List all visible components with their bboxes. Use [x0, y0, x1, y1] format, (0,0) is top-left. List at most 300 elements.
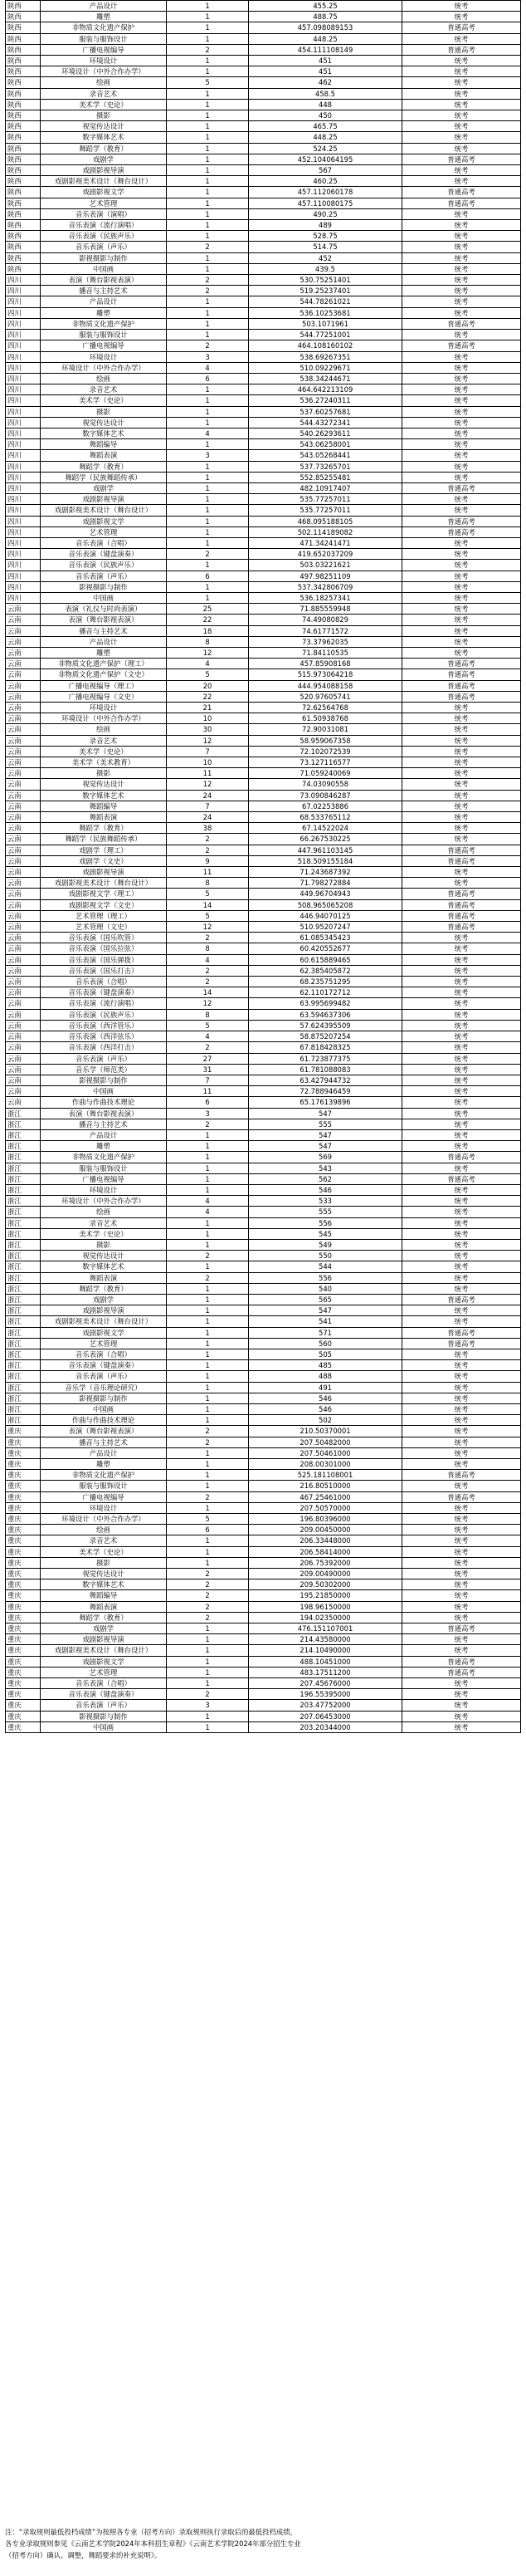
province-cell: 云南	[6, 910, 41, 921]
major-cell: 非物质文化遗产保护	[41, 22, 167, 33]
province-cell: 云南	[6, 625, 41, 636]
table-row	[6, 1447, 521, 1458]
exam-type-cell: 统考	[402, 757, 521, 768]
min-score-cell: 544.78261021	[249, 296, 402, 307]
exam-type-cell: 普通高考	[402, 187, 521, 198]
province-cell: 浙江	[6, 1415, 41, 1426]
province-cell: 浙江	[6, 1305, 41, 1316]
plan-count-cell: 6	[167, 571, 249, 581]
table-row	[6, 1404, 521, 1415]
min-score-cell: 462	[249, 77, 402, 88]
min-score-cell: 60.420552677	[249, 943, 402, 954]
table-row	[6, 1316, 521, 1327]
min-score-cell: 68.235751295	[249, 977, 402, 987]
exam-type-cell: 统考	[402, 998, 521, 1009]
exam-type-cell: 统考	[402, 1721, 521, 1732]
min-score-cell: 196.80396000	[249, 1514, 402, 1525]
major-cell: 音乐表演（合唱）	[41, 537, 167, 548]
plan-count-cell: 1	[167, 1634, 249, 1645]
major-cell: 艺术管理（文史）	[41, 922, 167, 933]
min-score-cell: 533	[249, 1196, 402, 1207]
plan-count-cell: 1	[167, 165, 249, 176]
min-score-cell: 73.127116577	[249, 757, 402, 768]
plan-count-cell: 1	[167, 263, 249, 274]
major-cell: 服装与服饰设计	[41, 1163, 167, 1173]
plan-count-cell: 1	[167, 1228, 249, 1239]
major-cell: 广播电视编导	[41, 44, 167, 55]
min-score-cell: 448.25	[249, 33, 402, 44]
min-score-cell: 497.98251109	[249, 571, 402, 581]
province-cell: 四川	[6, 592, 41, 603]
major-cell: 摄影	[41, 1239, 167, 1250]
province-cell: 重庆	[6, 1470, 41, 1481]
min-score-cell: 535.77257011	[249, 494, 402, 505]
table-row	[6, 1020, 521, 1031]
min-score-cell: 505	[249, 1349, 402, 1359]
min-score-cell: 540.26293611	[249, 428, 402, 438]
exam-type-cell: 统考	[402, 1447, 521, 1458]
province-cell: 浙江	[6, 1272, 41, 1283]
major-cell: 表演（舞台影视表演）	[41, 275, 167, 286]
min-score-cell: 543.06258001	[249, 439, 402, 450]
major-cell: 广播电视编导	[41, 1173, 167, 1184]
min-score-cell: 214.43580000	[249, 1634, 402, 1645]
plan-count-cell: 3	[167, 1700, 249, 1711]
exam-type-cell: 统考	[402, 713, 521, 724]
exam-type-cell: 统考	[402, 472, 521, 482]
plan-count-cell: 14	[167, 987, 249, 998]
min-score-cell: 207.50570000	[249, 1502, 402, 1513]
exam-type-cell: 普通高考	[402, 516, 521, 526]
exam-type-cell: 统考	[402, 176, 521, 187]
province-cell: 陕西	[6, 220, 41, 231]
major-cell: 广播电视编导	[41, 1491, 167, 1502]
plan-count-cell: 1	[167, 330, 249, 340]
plan-count-cell: 1	[167, 143, 249, 154]
province-cell: 云南	[6, 615, 41, 625]
table-row	[6, 680, 521, 691]
table-row	[6, 1119, 521, 1129]
major-cell: 摄影	[41, 768, 167, 779]
province-cell: 陕西	[6, 176, 41, 187]
min-score-cell: 207.50482000	[249, 1437, 402, 1447]
plan-count-cell: 1	[167, 482, 249, 493]
min-score-cell: 465.75	[249, 121, 402, 132]
major-cell: 戏剧影视美术设计（舞台设计）	[41, 1645, 167, 1656]
major-cell: 音乐表演（声乐）	[41, 571, 167, 581]
major-cell: 影视摄影与制作	[41, 581, 167, 592]
province-cell: 浙江	[6, 1382, 41, 1393]
province-cell: 重庆	[6, 1569, 41, 1579]
min-score-cell: 569	[249, 1152, 402, 1163]
table-row	[6, 220, 521, 231]
province-cell: 四川	[6, 307, 41, 318]
plan-count-cell: 1	[167, 1129, 249, 1140]
min-score-cell: 543.05268441	[249, 450, 402, 461]
exam-type-cell: 统考	[402, 384, 521, 395]
major-cell: 影视摄影与制作	[41, 252, 167, 263]
major-cell: 播音与主持艺术	[41, 625, 167, 636]
exam-type-cell: 统考	[402, 242, 521, 252]
exam-type-cell: 统考	[402, 220, 521, 231]
major-cell: 录音艺术	[41, 88, 167, 99]
province-cell: 浙江	[6, 1239, 41, 1250]
exam-type-cell: 统考	[402, 1196, 521, 1207]
min-score-cell: 67.02253886	[249, 801, 402, 811]
table-row	[6, 571, 521, 581]
plan-count-cell: 5	[167, 889, 249, 899]
exam-type-cell: 统考	[402, 1437, 521, 1447]
plan-count-cell: 2	[167, 275, 249, 286]
table-row	[6, 1711, 521, 1721]
plan-count-cell: 4	[167, 1207, 249, 1217]
exam-type-cell: 统考	[402, 296, 521, 307]
province-cell: 陕西	[6, 132, 41, 143]
province-cell: 浙江	[6, 1152, 41, 1163]
plan-count-cell: 1	[167, 154, 249, 164]
table-row	[6, 132, 521, 143]
exam-type-cell: 统考	[402, 428, 521, 438]
major-cell: 音乐表演（西洋管乐）	[41, 1020, 167, 1031]
plan-count-cell: 22	[167, 615, 249, 625]
min-score-cell: 510.09229671	[249, 362, 402, 373]
exam-type-cell: 统考	[402, 88, 521, 99]
table-row	[6, 1535, 521, 1546]
min-score-cell: 547	[249, 1305, 402, 1316]
plan-count-cell: 27	[167, 1053, 249, 1064]
table-row	[6, 746, 521, 757]
major-cell: 艺术管理（理工）	[41, 910, 167, 921]
exam-type-cell: 普通高考	[402, 340, 521, 351]
min-score-cell: 482.10917407	[249, 482, 402, 493]
table-row	[6, 1196, 521, 1207]
table-row	[6, 56, 521, 66]
table-row	[6, 987, 521, 998]
table-row	[6, 1283, 521, 1294]
exam-type-cell: 统考	[402, 1031, 521, 1042]
table-row	[6, 1689, 521, 1700]
province-cell: 重庆	[6, 1623, 41, 1634]
plan-count-cell: 1	[167, 88, 249, 99]
min-score-cell: 476.151107001	[249, 1623, 402, 1634]
exam-type-cell: 统考	[402, 1371, 521, 1382]
plan-count-cell: 5	[167, 669, 249, 680]
major-cell: 音乐表演（合唱）	[41, 1349, 167, 1359]
province-cell: 四川	[6, 417, 41, 428]
plan-count-cell: 2	[167, 1042, 249, 1053]
min-score-cell: 560	[249, 1338, 402, 1349]
plan-count-cell: 2	[167, 1272, 249, 1283]
exam-type-cell: 普通高考	[402, 910, 521, 921]
province-cell: 陕西	[6, 187, 41, 198]
min-score-cell: 73.37962035	[249, 636, 402, 647]
province-cell: 云南	[6, 1020, 41, 1031]
major-cell: 音乐表演（键盘演奏）	[41, 1689, 167, 1700]
province-cell: 云南	[6, 790, 41, 801]
min-score-cell: 71.885559948	[249, 604, 402, 615]
exam-type-cell: 统考	[402, 208, 521, 219]
major-cell: 中国画	[41, 1721, 167, 1732]
table-row	[6, 636, 521, 647]
plan-count-cell: 1	[167, 121, 249, 132]
table-row	[6, 867, 521, 878]
province-cell: 重庆	[6, 1656, 41, 1667]
exam-type-cell: 统考	[402, 494, 521, 505]
min-score-cell: 206.33448000	[249, 1535, 402, 1546]
province-cell: 云南	[6, 933, 41, 943]
major-cell: 舞蹈编导	[41, 801, 167, 811]
exam-type-cell: 统考	[402, 933, 521, 943]
table-row	[6, 1481, 521, 1491]
min-score-cell: 503.1071961	[249, 318, 402, 329]
major-cell: 戏剧影视美术设计（舞台设计）	[41, 878, 167, 889]
province-cell: 重庆	[6, 1721, 41, 1732]
table-row	[6, 965, 521, 976]
min-score-cell: 503.03221621	[249, 560, 402, 571]
exam-type-cell: 统考	[402, 1393, 521, 1403]
plan-count-cell: 1	[167, 1217, 249, 1228]
table-row	[6, 12, 521, 22]
exam-type-cell: 统考	[402, 779, 521, 790]
province-cell: 云南	[6, 878, 41, 889]
table-row	[6, 1569, 521, 1579]
major-cell: 音乐表演（声乐）	[41, 242, 167, 252]
min-score-cell: 490.25	[249, 208, 402, 219]
province-cell: 重庆	[6, 1601, 41, 1612]
province-cell: 浙江	[6, 1338, 41, 1349]
exam-type-cell: 统考	[402, 1009, 521, 1020]
province-cell: 云南	[6, 1064, 41, 1075]
province-cell: 浙江	[6, 1163, 41, 1173]
province-cell: 陕西	[6, 56, 41, 66]
province-cell: 浙江	[6, 1404, 41, 1415]
table-row	[6, 1470, 521, 1481]
min-score-cell: 72.788946459	[249, 1086, 402, 1097]
plan-count-cell: 1	[167, 1667, 249, 1677]
plan-count-cell: 2	[167, 1590, 249, 1601]
province-cell: 陕西	[6, 12, 41, 22]
province-cell: 重庆	[6, 1437, 41, 1447]
table-row	[6, 1721, 521, 1732]
province-cell: 云南	[6, 746, 41, 757]
min-score-cell: 60.615889465	[249, 954, 402, 965]
province-cell: 重庆	[6, 1525, 41, 1535]
exam-type-cell: 统考	[402, 77, 521, 88]
min-score-cell: 65.176139896	[249, 1097, 402, 1108]
table-row	[6, 187, 521, 198]
plan-count-cell: 5	[167, 1514, 249, 1525]
major-cell: 数字媒体艺术	[41, 428, 167, 438]
min-score-cell: 519.25237401	[249, 286, 402, 296]
major-cell: 录音艺术	[41, 1217, 167, 1228]
plan-count-cell: 6	[167, 373, 249, 384]
min-score-cell: 547	[249, 1141, 402, 1152]
exam-type-cell: 统考	[402, 362, 521, 373]
min-score-cell: 488.10451000	[249, 1656, 402, 1667]
exam-type-cell: 统考	[402, 1119, 521, 1129]
table-row	[6, 724, 521, 735]
min-score-cell: 510.95207247	[249, 922, 402, 933]
exam-type-cell: 统考	[402, 1700, 521, 1711]
exam-type-cell: 统考	[402, 581, 521, 592]
plan-count-cell: 1	[167, 1502, 249, 1513]
province-cell: 云南	[6, 998, 41, 1009]
major-cell: 环境设计	[41, 1184, 167, 1195]
major-cell: 服装与服饰设计	[41, 33, 167, 44]
major-cell: 产品设计	[41, 1129, 167, 1140]
table-row	[6, 472, 521, 482]
table-row	[6, 779, 521, 790]
min-score-cell: 419.652037209	[249, 549, 402, 560]
exam-type-cell: 统考	[402, 1601, 521, 1612]
min-score-cell: 439.5	[249, 263, 402, 274]
major-cell: 音乐表演（键盘演奏）	[41, 987, 167, 998]
plan-count-cell: 1	[167, 406, 249, 417]
exam-type-cell: 统考	[402, 231, 521, 242]
major-cell: 服装与服饰设计	[41, 1481, 167, 1491]
province-cell: 重庆	[6, 1459, 41, 1470]
exam-type-cell: 统考	[402, 1108, 521, 1119]
plan-count-cell: 3	[167, 351, 249, 362]
table-row	[6, 351, 521, 362]
major-cell: 音乐表演（声乐）	[41, 1371, 167, 1382]
province-cell: 四川	[6, 461, 41, 472]
plan-count-cell: 1	[167, 1557, 249, 1568]
min-score-cell: 454.111108149	[249, 44, 402, 55]
province-cell: 云南	[6, 812, 41, 823]
exam-type-cell: 普通高考	[402, 1338, 521, 1349]
exam-type-cell: 统考	[402, 1459, 521, 1470]
major-cell: 作曲与作曲技术理论	[41, 1097, 167, 1108]
province-cell: 四川	[6, 340, 41, 351]
major-cell: 戏剧影视导演	[41, 494, 167, 505]
table-row	[6, 1086, 521, 1097]
province-cell: 云南	[6, 845, 41, 855]
plan-count-cell: 1	[167, 1711, 249, 1721]
plan-count-cell: 1	[167, 1371, 249, 1382]
major-cell: 播音与主持艺术	[41, 1437, 167, 1447]
province-cell: 浙江	[6, 1196, 41, 1207]
min-score-cell: 63.995699482	[249, 998, 402, 1009]
major-cell: 数字媒体艺术	[41, 132, 167, 143]
exam-type-cell: 统考	[402, 735, 521, 746]
table-row	[6, 560, 521, 571]
plan-count-cell: 1	[167, 516, 249, 526]
province-cell: 云南	[6, 1009, 41, 1020]
major-cell: 雕塑	[41, 307, 167, 318]
table-row	[6, 318, 521, 329]
plan-count-cell: 5	[167, 77, 249, 88]
plan-count-cell: 1	[167, 1338, 249, 1349]
table-row	[6, 855, 521, 866]
min-score-cell: 508.965065208	[249, 899, 402, 910]
plan-count-cell: 1	[167, 1546, 249, 1557]
plan-count-cell: 1	[167, 505, 249, 516]
exam-type-cell: 统考	[402, 1, 521, 12]
province-cell: 云南	[6, 855, 41, 866]
province-cell: 浙江	[6, 1371, 41, 1382]
exam-type-cell: 统考	[402, 592, 521, 603]
province-cell: 云南	[6, 691, 41, 702]
table-row	[6, 1251, 521, 1261]
major-cell: 影视摄影与制作	[41, 1075, 167, 1085]
province-cell: 重庆	[6, 1514, 41, 1525]
table-row	[6, 154, 521, 164]
table-row	[6, 340, 521, 351]
table-row	[6, 1009, 521, 1020]
province-cell: 四川	[6, 406, 41, 417]
min-score-cell: 489	[249, 220, 402, 231]
plan-count-cell: 2	[167, 242, 249, 252]
province-cell: 浙江	[6, 1141, 41, 1152]
min-score-cell: 552.85255481	[249, 472, 402, 482]
plan-count-cell: 12	[167, 998, 249, 1009]
table-row	[6, 1129, 521, 1140]
province-cell: 重庆	[6, 1667, 41, 1677]
plan-count-cell: 7	[167, 1075, 249, 1085]
admission-score-table	[5, 0, 520, 1733]
min-score-cell: 450	[249, 110, 402, 121]
exam-type-cell: 统考	[402, 571, 521, 581]
major-cell: 戏剧学（理工）	[41, 845, 167, 855]
plan-count-cell: 1	[167, 1721, 249, 1732]
plan-count-cell: 1	[167, 439, 249, 450]
table-row	[6, 647, 521, 658]
table-row	[6, 1, 521, 12]
major-cell: 音乐表演（国乐打击）	[41, 965, 167, 976]
major-cell: 播音与主持艺术	[41, 1119, 167, 1129]
plan-count-cell: 1	[167, 1481, 249, 1491]
table-row	[6, 669, 521, 680]
table-row	[6, 768, 521, 779]
table-row	[6, 66, 521, 77]
province-cell: 重庆	[6, 1612, 41, 1623]
table-row	[6, 1667, 521, 1677]
major-cell: 绘画	[41, 1525, 167, 1535]
table-row	[6, 526, 521, 537]
min-score-cell: 74.03090558	[249, 779, 402, 790]
province-cell: 云南	[6, 954, 41, 965]
major-cell: 非物质文化遗产保护（理工）	[41, 659, 167, 669]
province-cell: 陕西	[6, 22, 41, 33]
major-cell: 产品设计	[41, 1447, 167, 1458]
min-score-cell: 535.77257011	[249, 505, 402, 516]
plan-count-cell: 1	[167, 187, 249, 198]
province-cell: 浙江	[6, 1251, 41, 1261]
major-cell: 绘画	[41, 724, 167, 735]
table-row	[6, 592, 521, 603]
table-row	[6, 482, 521, 493]
exam-type-cell: 统考	[402, 965, 521, 976]
plan-count-cell: 1	[167, 110, 249, 121]
plan-count-cell: 1	[167, 1316, 249, 1327]
table-row	[6, 889, 521, 899]
min-score-cell: 502	[249, 1415, 402, 1426]
major-cell: 摄影	[41, 406, 167, 417]
exam-type-cell: 统考	[402, 505, 521, 516]
province-cell: 云南	[6, 943, 41, 954]
province-cell: 四川	[6, 373, 41, 384]
table-row	[6, 1557, 521, 1568]
major-cell: 中国画	[41, 1404, 167, 1415]
min-score-cell: 63.427944732	[249, 1075, 402, 1085]
province-cell: 陕西	[6, 252, 41, 263]
province-cell: 重庆	[6, 1634, 41, 1645]
province-cell: 浙江	[6, 1283, 41, 1294]
min-score-cell: 196.55395000	[249, 1689, 402, 1700]
min-score-cell: 194.02350000	[249, 1612, 402, 1623]
plan-count-cell: 1	[167, 1645, 249, 1656]
